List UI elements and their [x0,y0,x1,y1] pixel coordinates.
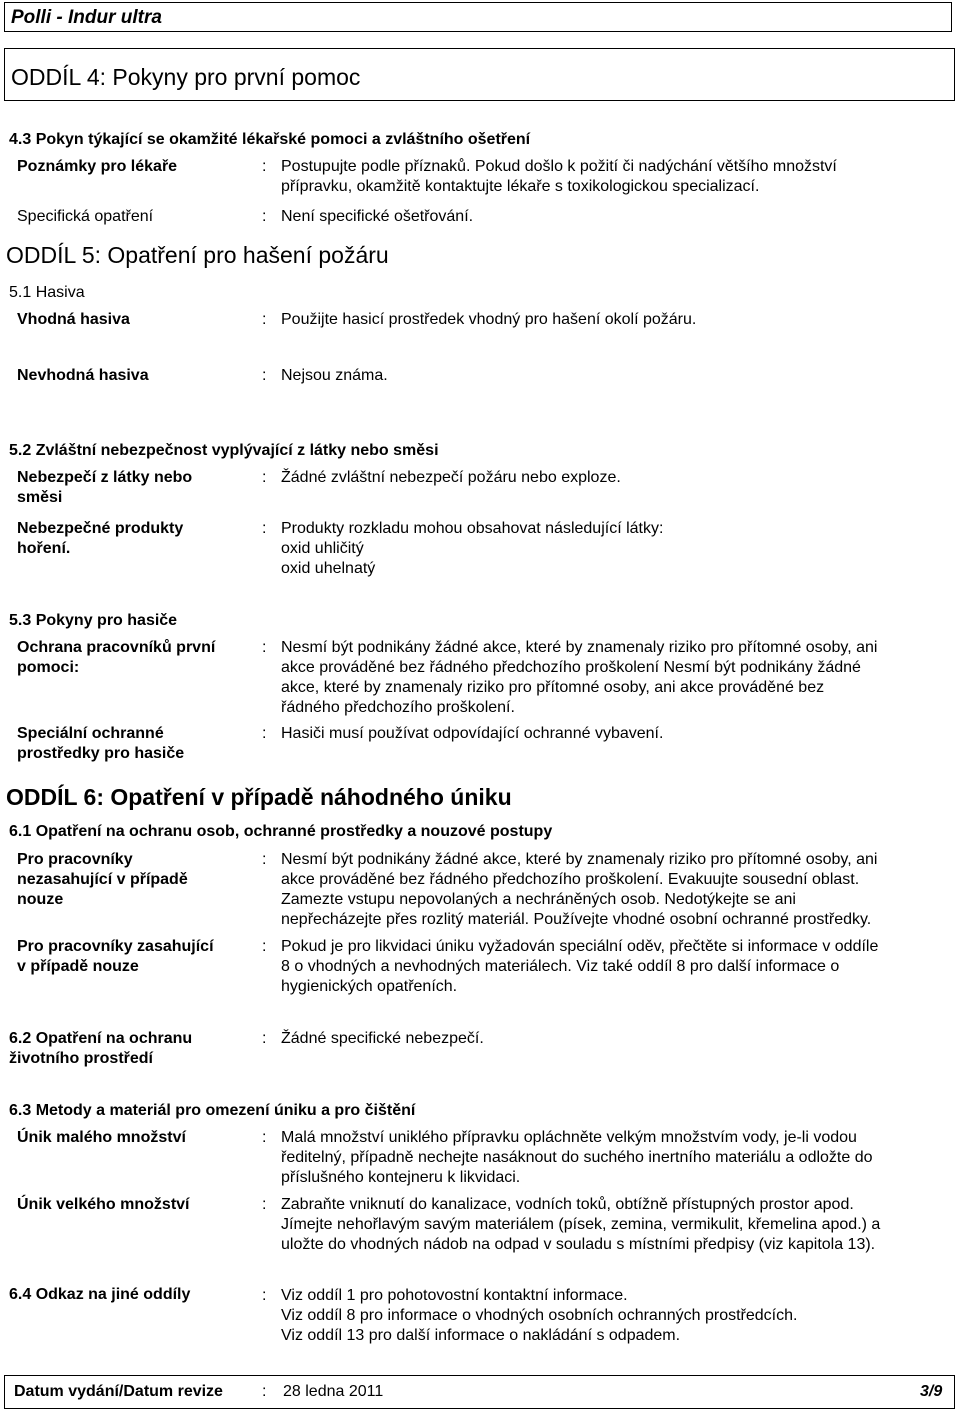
colon: : [262,1129,267,1146]
colon: : [262,208,267,225]
subsection-6-3: 6.3 Metody a materiál pro omezení úniku a pro čištění [9,1102,416,1119]
colon: : [262,469,267,486]
emergency-value: Pokud je pro likvidaci úniku vyžadován speciální oděv, přečtěte si informace v oddíle 8 o vhodných a nevhodných materiálech. Viz také oddíl 8 pro další informace o hygienických opatřeních. [281,938,879,995]
references-value: Viz oddíl 1 pro pohotovostní kontaktní informace. Viz oddíl 8 pro informace o vhodných osobních ochranných prostředcích. Viz oddíl 13 pro další informace o nakládání s odpadem. [281,1287,798,1344]
document-header: Polli - Indur ultra [4,2,952,32]
subsection-4-3: 4.3 Pokyn týkající se okamžité lékařské pomoci a zvláštního ošetření [9,131,531,148]
special-equipment-label: Speciální ochranné prostředky pro hasiče [17,725,185,762]
section-6-title: ODDÍL 6: Opatření v případě náhodného úniku [6,784,512,810]
colon: : [262,1030,267,1047]
notes-value: Postupujte podle příznaků. Pokud došlo k požití či nadýchání většího množství přípravku, okamžitě kontaktujte lékaře s toxikologickou specializací. [281,158,837,195]
page-number: 3/9 [920,1383,943,1400]
hazard-value: Žádné zvláštní nebezpečí požáru nebo exploze. [281,469,621,486]
non-emergency-value: Nesmí být podnikány žádné akce, které by znamenaly riziko pro přítomné osoby, ani akce prováděné bez řádného předchozího proškolení. Evakuujte sousední oblast. Zamezte vstupu nepovolaných a nechráněných osob. Nedotýkejte se ani nepřecházejte přes rozlitý materiál. Používejte vhodné osobní ochranné prostředky. [281,851,878,928]
colon: : [262,311,267,328]
protection-value: Nesmí být podnikány žádné akce, které by znamenaly riziko pro přítomné osoby, ani akce prováděné bez řádného předchozího proškolení Nesmí být podnikány žádné akce, které by znamenaly riziko pro přítomné osoby, ani akce prováděné bez řádného předchozího proškolení. [281,639,878,716]
hazard-label: Nebezpečí z látky nebo směsi [17,469,193,506]
special-equipment-value: Hasiči musí používat odpovídající ochranné vybavení. [281,725,664,742]
colon: : [262,938,267,955]
protection-label: Ochrana pracovníků první pomoci: [17,639,216,676]
colon: : [262,367,267,384]
specific-label: Specifická opatření [17,208,154,225]
suitable-label: Vhodná hasiva [17,311,130,328]
unsuitable-label: Nevhodná hasiva [17,367,149,384]
subsection-5-1: 5.1 Hasiva [9,284,85,301]
emergency-label: Pro pracovníky zasahující v případě nouze [17,938,214,975]
combustion-label: Nebezpečné produkty hoření. [17,520,184,557]
subsection-5-2: 5.2 Zvláštní nebezpečnost vyplývající z látky nebo směsi [9,442,439,459]
combustion-value: Produkty rozkladu mohou obsahovat následující látky: oxid uhličitý oxid uhelnatý [281,520,664,577]
unsuitable-value: Nejsou známa. [281,367,388,384]
colon: : [262,1287,267,1304]
subsection-6-4: 6.4 Odkaz na jiné oddíly [9,1286,191,1303]
colon: : [262,158,267,175]
footer-date-label: Datum vydání/Datum revize [14,1383,223,1400]
section-4-title: ODDÍL 4: Pokyny pro první pomoc [11,64,361,90]
large-spill-value: Zabraňte vniknutí do kanalizace, vodních toků, obtížně přístupných prostor apod. Jímejte nehořlavým savým materiálem (písek, zemina, vermikulit, křemelina apod.) a uložte do vhodných nádob na odpad v souladu s místními předpisy (viz kapitola 13). [281,1196,881,1253]
section-5-title: ODDÍL 5: Opatření pro hašení požáru [6,242,389,268]
colon: : [262,725,267,742]
colon: : [262,639,267,656]
subsection-6-2: 6.2 Opatření na ochranu životního prostředí [9,1030,193,1067]
large-spill-label: Únik velkého množství [17,1196,190,1213]
non-emergency-label: Pro pracovníky nezasahující v případě nouze [17,851,188,908]
specific-value: Není specifické ošetřování. [281,208,474,225]
colon: : [262,851,267,868]
footer-colon: : [262,1383,267,1400]
colon: : [262,520,267,537]
notes-label: Poznámky pro lékaře [17,158,178,175]
footer-date: 28 ledna 2011 [283,1383,384,1400]
subsection-5-3: 5.3 Pokyny pro hasiče [9,612,178,629]
small-spill-label: Únik malého množství [17,1129,186,1146]
small-spill-value: Malá množství uniklého přípravku opláchněte velkým množstvím vody, je-li vodou ředitelný, případně nechejte nasáknout do suchého inertního materiálu a odložte do příslušného kontejneru k likvidaci. [281,1129,873,1186]
subsection-6-1: 6.1 Opatření na ochranu osob, ochranné prostředky a nouzové postupy [9,823,553,840]
environment-value: Žádné specifické nebezpečí. [281,1030,484,1047]
suitable-value: Použijte hasicí prostředek vhodný pro hašení okolí požáru. [281,311,697,328]
colon: : [262,1196,267,1213]
